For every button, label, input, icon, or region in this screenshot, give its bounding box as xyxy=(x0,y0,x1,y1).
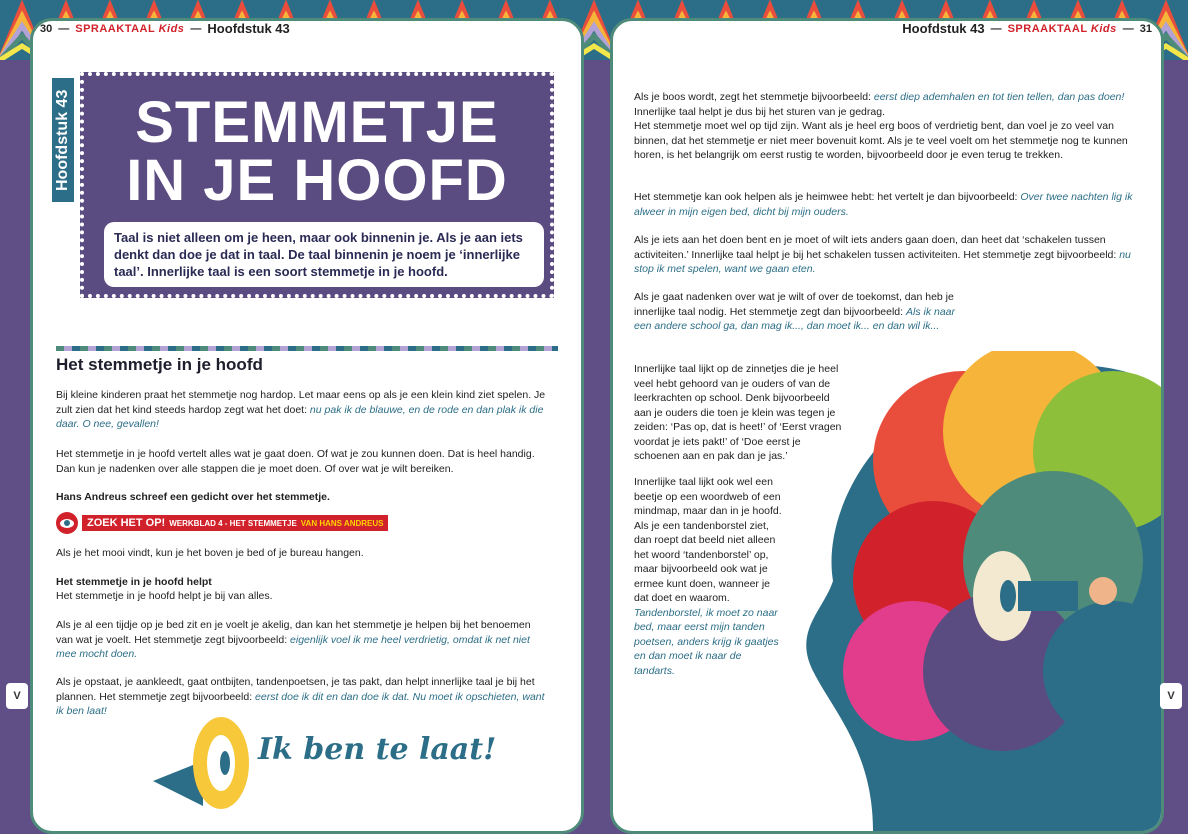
paragraph: Innerlijke taal lijkt ook wel een beetje op een woordweb of een mindmap, maar dan in je hoofd. Als je een tandenborstel ziet, dan roept dat beeld niet alleen het woord ‘tandenborstel’ op, maar bijvoorbeeld ook wat je ermee kunt doen, wanneer je dat doet en waarom. Tandenborstel, ik moet zo naar bed, maar eerst mijn tanden poetsen, anders krijg ik gaatjes en dan moet ik naar de tandarts. xyxy=(634,476,782,677)
paragraph: Het stemmetje kan ook helpen als je heimwee hebt: het vertelt je dan bijvoorbeeld: Over twee nachten lig ik alweer in mijn eigen bed, dicht bij mijn ouders. xyxy=(634,191,1133,218)
chapter-tab: Hoofdstuk 43 xyxy=(52,78,74,202)
paragraph: Het stemmetje in je hoofd vertelt alles wat je gaat doen. Of wat je zou kunnen doen. Dat is heel handig. Dan kun je nadenken over alle stappen die je moet doen. Of over wat je wilt bereiken. xyxy=(56,448,535,475)
lookup-callout[interactable]: ZOEK HET OP! WERKBLAD 4 - HET STEMMETJE VAN HANS ANDREUS xyxy=(56,512,388,534)
chapter-label: Hoofdstuk 43 xyxy=(902,21,985,36)
eye-icon xyxy=(56,512,78,534)
brand-logo: SPRAAKTAAL Kids xyxy=(1007,22,1117,35)
brand-logo: SPRAAKTAAL Kids xyxy=(75,22,185,35)
paragraph: Als je opstaat, je aankleedt, gaat ontbijten, tandenpoetsen, je tas pakt, dan helpt innerlijke taal je bij het plannen. Het stemmetje zegt bijvoorbeeld: eerst doe ik dit en dan doe ik dat. Nu moet ik opschieten, want ik ben laat! xyxy=(56,676,545,717)
paragraph: Als je gaat nadenken over wat je wilt of over de toekomst, dan heb je innerlijke taal nodig. Het stemmetje zegt dan bijvoorbeeld: Als ik naar een andere school ga, dan mag ik..., dan moet ik... en dan wil ik... xyxy=(634,291,956,332)
paragraph: Als je al een tijdje op je bed zit en je voelt je akelig, dan kan het stemmetje je helpen bij het benoemen van wat je voelt. Het stemmetje zegt bijvoorbeeld: eigenlijk voel ik me heel verdrietig, omdat ik net niet mee mocht doen. xyxy=(56,619,531,660)
page-number: 30 xyxy=(40,22,53,35)
chapter-label: Hoofdstuk 43 xyxy=(207,21,290,36)
paragraph: Hans Andreus schreef een gedicht over het stemmetje. xyxy=(56,491,330,503)
left-header: 30 — SPRAAKTAAL Kids — Hoofdstuk 43 xyxy=(40,21,290,36)
colorful-head-illustration xyxy=(793,351,1163,831)
paragraph: Als je het mooi vindt, kun je het boven je bed of je bureau hangen. xyxy=(56,547,364,559)
intro-text: Taal is niet alleen om je heen, maar ook binnenin je. Als je aan iets denkt dan doe je dat in taal. De taal binnenin je noem je ‘innerlijke taal’. Innerlijke taal is een soort stemmetje in je hoofd. xyxy=(104,222,544,287)
paragraph: Bij kleine kinderen praat het stemmetje nog hardop. Let maar eens op als je een klein kind ziet spelen. Je zult zien dat het kind steeds hardop zegt wat het doet: nu pak ik de blauwe, en de rode en dan plak ik die daar. O nee, gevallen! xyxy=(56,389,546,430)
paragraph: Het stemmetje moet wel op tijd zijn. Want als je heel erg boos of verdrietig bent, dan voel je zo veel van binnen, dat het stemmetje er niet meer bovenuit komt. Als je te veel voelt om het stemmetje nog te kunnen horen, is het belangrijk om eerst rustig te worden, bijvoorbeeld door je even terug te trekken. xyxy=(634,120,1128,161)
sub-heading: Het stemmetje in je hoofd helpt xyxy=(56,576,212,588)
side-tab[interactable]: V xyxy=(6,683,28,709)
page-number: 31 xyxy=(1139,22,1152,35)
page-title: STEMMETJE IN JE HOOFD xyxy=(126,90,508,213)
paragraph: Het stemmetje in je hoofd helpt je bij van alles. xyxy=(56,590,273,602)
late-caption: Ik ben te laat! xyxy=(258,732,497,767)
megaphone-illustration xyxy=(143,711,263,821)
title-stamp xyxy=(80,72,554,298)
paragraph: Innerlijke taal lijkt op de zinnetjes die je heel veel hebt gehoord van je ouders of van de leerkrachten op school. Denk bijvoorbeeld aan je ouders die toen je klein was tegen je zeiden: ‘Pas op, dat is heet!’ of ‘Eerst vragen voordat je iets pakt!’ of ‘Doe eerst je schoenen aan en pak dan je jas.’ xyxy=(634,363,842,462)
paragraph: Als je boos wordt, zegt het stemmetje bijvoorbeeld: eerst diep ademhalen en tot tien tellen, dan pas doen! Innerlijke taal helpt je dus bij het sturen van je gedrag. xyxy=(634,91,1125,118)
right-header: Hoofdstuk 43 — SPRAAKTAAL Kids — 31 xyxy=(902,21,1152,36)
side-tab[interactable]: V xyxy=(1160,683,1182,709)
paragraph: Als je iets aan het doen bent en je moet of wilt iets anders gaan doen, dan heet dat ‘schakelen tussen activiteiten.’ Innerlijke taal helpt je bij het schakelen tussen activiteiten. Het stemmetje zegt bijvoorbeeld: nu stop ik met spelen, want we gaan eten. xyxy=(634,234,1131,275)
section-divider xyxy=(56,346,558,351)
section-heading: Het stemmetje in je hoofd xyxy=(56,355,263,374)
